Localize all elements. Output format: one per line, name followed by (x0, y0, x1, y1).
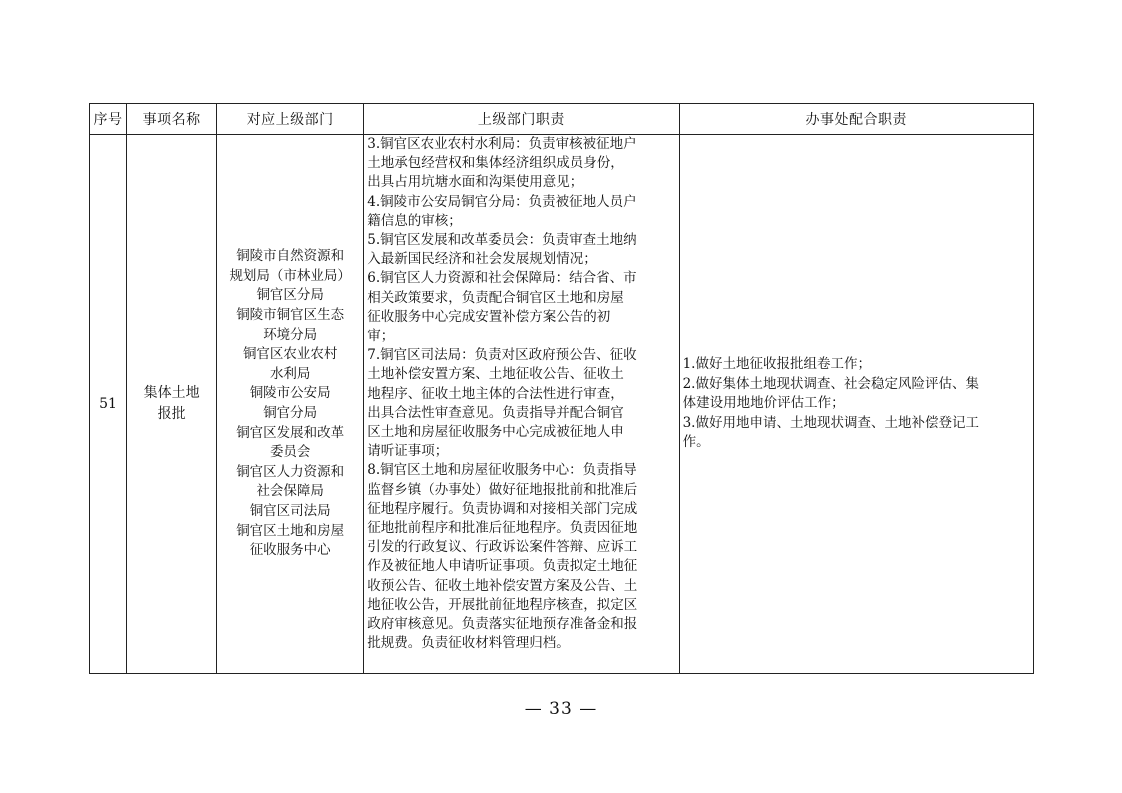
duty-line: 入最新国民经济和社会发展规划情况； (367, 251, 597, 268)
department-line: 铜官分局 (263, 405, 318, 421)
department-line: 委员会 (269, 444, 311, 461)
department-line: 铜官区土地和房屋 (236, 522, 345, 539)
department-line: 铜陵市自然资源和 (236, 248, 345, 265)
office-duty-line: 3.做好用地申请、土地现状调查、土地补偿登记工 (682, 414, 979, 431)
duty-line: 批规费。负责征收材料管理归档。 (367, 635, 570, 652)
department-line: 铜陵市公安局 (249, 385, 331, 402)
department-line: 铜官区农业农村 (242, 346, 338, 363)
duty-line: 地程序、征收土地主体的合法性进行审查， (367, 385, 624, 402)
duty-line: 地征收公告，开展批前征地程序核查，拟定区 (367, 596, 638, 613)
department-line: 铜官区司法局 (249, 502, 331, 519)
header-item-name: 事项名称 (127, 104, 217, 135)
duty-line: 8.铜官区土地和房屋征收服务中心：负责指导 (367, 462, 637, 479)
item-name-line: 集体土地 (143, 385, 200, 401)
department-line: 铜官区分局 (256, 287, 324, 304)
department-duties (364, 135, 679, 674)
duty-line: 征收服务中心完成安置补偿方案公告的初 (367, 308, 611, 325)
duty-line: 籍信息的审核； (367, 212, 462, 229)
duty-line: 出具占用坑塘水面和沟渠使用意见； (367, 174, 584, 191)
header-office-duties: 办事处配合职责 (679, 104, 1033, 135)
department-line: 征收服务中心 (249, 542, 331, 559)
department-line: 铜官区发展和改革 (236, 424, 345, 441)
duty-line: 作及被征地人申请听证事项。负责拟定土地征 (367, 558, 638, 575)
duty-line: 5.铜官区发展和改革委员会：负责审查土地纳 (367, 232, 637, 249)
office-duty-line: 2.做好集体土地现状调查、社会稳定风险评估、集 (682, 375, 979, 392)
duty-line: 土地承包经营权和集体经济组织成员身份， (367, 155, 624, 172)
header-department: 对应上级部门 (217, 104, 364, 135)
office-duty-line: 体建设用地地价评估工作； (682, 395, 845, 412)
item-name (127, 135, 217, 674)
table-header-row (90, 104, 1034, 135)
header-department-duties: 上级部门职责 (364, 104, 679, 135)
duty-line: 区土地和房屋征收服务中心完成被征地人申 (367, 424, 624, 441)
page-number: — 33 — (524, 699, 598, 719)
duty-line: 征地批前程序和批准后征地程序。负责因征地 (367, 520, 638, 537)
department-line: 铜官区人力资源和 (236, 463, 345, 480)
department-list (217, 135, 364, 674)
office-duties (679, 135, 1033, 674)
duty-line: 相关政策要求，负责配合铜官区土地和房屋 (367, 289, 624, 306)
department-line: 社会保障局 (256, 483, 324, 500)
duty-line: 收预公告、征收土地补偿安置方案及公告、土 (367, 577, 638, 594)
duty-line: 引发的行政复议、行政诉讼案件答辩、应诉工 (367, 539, 638, 556)
department-line: 规划局（市林业局） (229, 267, 351, 284)
header-number: 序号 (90, 104, 127, 135)
responsibility-table (89, 103, 1034, 674)
duty-line: 审； (367, 328, 395, 345)
department-line: 环境分局 (263, 326, 318, 343)
duty-line: 土地补偿安置方案、土地征收公告、征收土 (367, 366, 624, 383)
table-row (90, 135, 1034, 674)
duty-line: 7.铜官区司法局：负责对区政府预公告、征收 (367, 347, 637, 364)
office-duty-line: 作。 (682, 434, 710, 451)
duty-line: 政府审核意见。负责落实征地预存准备金和报 (367, 616, 638, 633)
duty-line: 出具合法性审查意见。负责指导并配合铜官 (367, 404, 624, 421)
department-line: 铜陵市铜官区生态 (236, 307, 345, 324)
department-line: 水利局 (269, 365, 311, 382)
office-duty-line: 1.做好土地征收报批组卷工作； (682, 356, 871, 373)
item-name-line: 报批 (157, 406, 186, 422)
duty-line: 6.铜官区人力资源和社会保障局：结合省、市 (367, 270, 637, 287)
duty-line: 监督乡镇（办事处）做好征地报批前和批准后 (367, 481, 638, 498)
duty-line: 征地程序履行。负责协调和对接相关部门完成 (367, 500, 638, 517)
duty-line: 请听证事项； (367, 443, 449, 460)
duty-line: 3.铜官区农业农村水利局：负责审核被征地户 (367, 136, 637, 152)
row-number: 51 (90, 135, 127, 674)
duty-line: 4.铜陵市公安局铜官分局：负责被征地人员户 (367, 193, 637, 210)
